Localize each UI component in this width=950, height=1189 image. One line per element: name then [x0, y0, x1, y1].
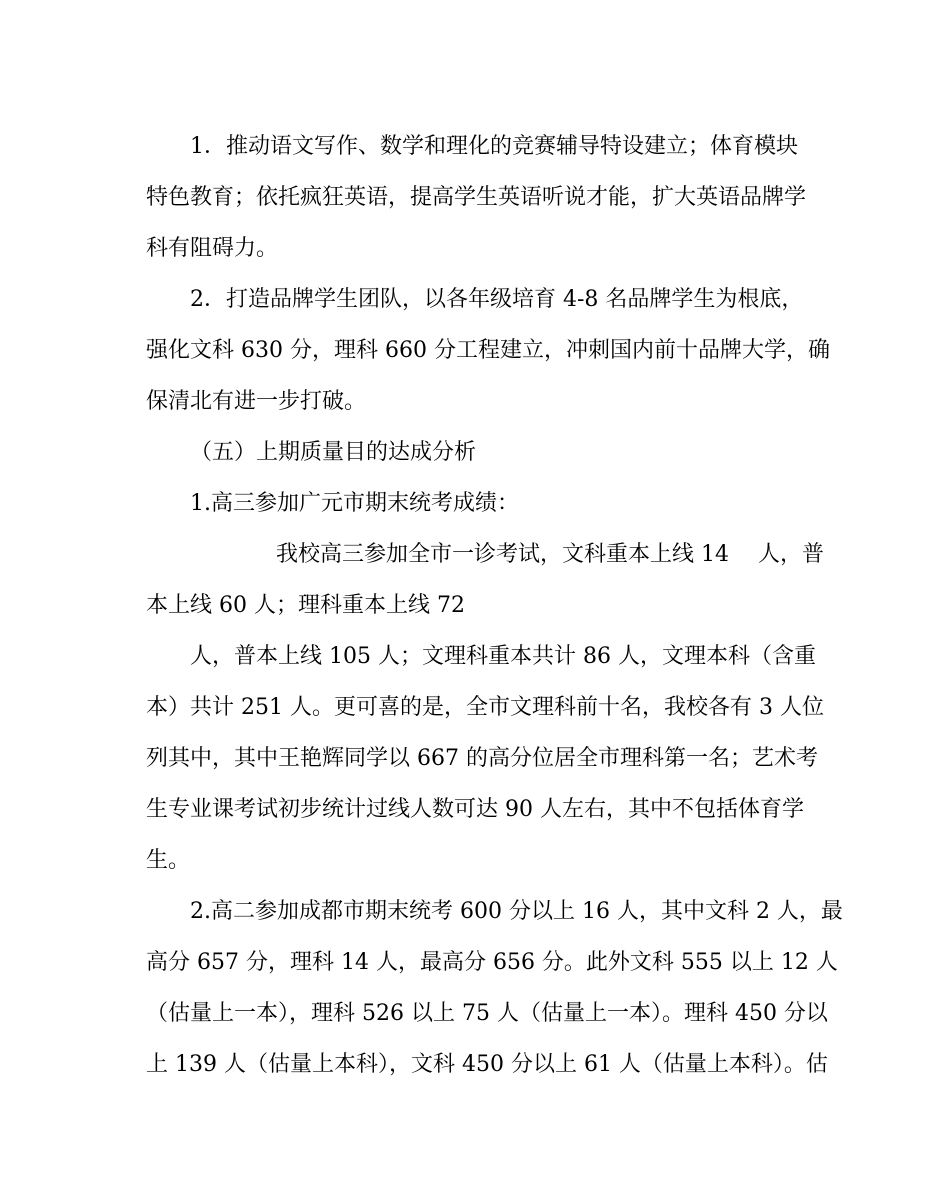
text-line: 保清北有进一步打破。 [146, 389, 367, 414]
text-line: 1.高三参加广元市期末统考成绩： [190, 491, 519, 516]
text-line: 本）共计 251 人。更可喜的是，全市文理科前十名，我校各有 3 人位 [146, 695, 824, 720]
text-line: 强化文科 630 分，理科 660 分工程建立，冲刺国内前十品牌大学，确 [146, 338, 830, 363]
text-line: 人，普本上线 105 人；文理科重本共计 86 人，文理本科（含重 [190, 644, 816, 669]
text-line: 科有阻碍力。 [146, 236, 279, 261]
text-line: 上 139 人（估量上本科），文科 450 分以上 61 人（估量上本科）。估 [146, 1052, 828, 1077]
text-line: 高分 657 分，理科 14 人，最高分 656 分。此外文科 555 以上 12 人 [146, 950, 838, 975]
text-line: 1．推动语文写作、数学和理化的竞赛辅导特设建立；体育模块 [190, 134, 798, 159]
text-line: 2．打造品牌学生团队，以各年级培育 4-8 名品牌学生为根底， [190, 287, 804, 312]
text-line: 我校高三参加全市一诊考试，文科重本上线 14 人，普 [276, 542, 824, 567]
section-heading: （五）上期质量目的达成分析 [190, 440, 477, 465]
text-line: 2.高二参加成都市期末统考 600 分以上 16 人，其中文科 2 人，最 [190, 899, 843, 924]
text-line: 生。 [146, 848, 191, 873]
text-line: 特色教育；依托疯狂英语，提高学生英语听说才能，扩大英语品牌学 [146, 185, 807, 210]
text-line: 生专业课考试初步统计过线人数可达 90 人左右，其中不包括体育学 [146, 797, 804, 822]
text-line: 本上线 60 人；理科重本上线 72 [146, 593, 465, 618]
text-line: （估量上一本），理科 526 以上 75 人（估量上一本）。理科 450 分以 [146, 1001, 828, 1026]
text-line: 列其中，其中王艳辉同学以 667 的高分位居全市理科第一名；艺术考 [146, 746, 818, 771]
